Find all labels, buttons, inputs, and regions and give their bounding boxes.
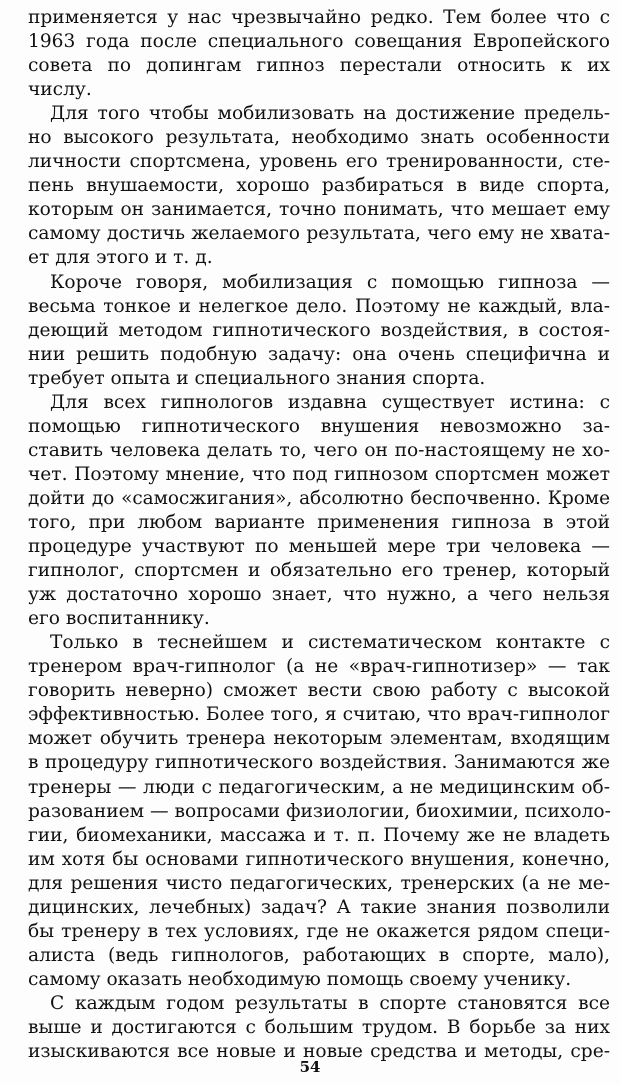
text-line: выше и достигаются с большим трудом. В борьбе за них (28, 1016, 610, 1038)
text-line: дицинских, лечебных) задач? А такие знания позволили (28, 896, 610, 918)
text-line: его воспитаннику. (28, 608, 210, 630)
text-line: пень внушаемости, хорошо разбираться в виде спорта, (28, 175, 610, 197)
text-line: разованием — вопросами физиологии, биохимии, психоло- (28, 800, 611, 822)
text-line: 1963 года после специального совещания Европейского (28, 31, 610, 53)
paragraph-5 (28, 631, 610, 992)
text-line: требует опыта и специального знания спорта. (28, 367, 486, 389)
text-line: тренером врач-гипнолог (а не «врач-гипнотизер» — так (28, 656, 610, 678)
text-line: может обучить тренера некоторым элементам, входящим (28, 728, 610, 750)
text-line: говорить неверно) сможет вести свою работу с высокой (28, 680, 610, 702)
text-line: личности спортсмена, уровень его тренированности, сте- (28, 151, 610, 173)
text-line: процедуре участвуют по меньшей мере три человека — (28, 536, 610, 558)
text-line: гипнолог, спортсмен и обязательно его тренер, который (28, 560, 610, 582)
text-line: применяется у нас чрезвычайно редко. Тем более что с (28, 7, 610, 28)
text-line: С каждым годом результаты в спорте становятся все (50, 992, 610, 1014)
text-line: для решения чисто педагогических, тренерских (а не ме- (28, 872, 610, 894)
paragraph-3 (28, 271, 610, 391)
text-line: алиста (ведь гипнологов, работающих в спорте, мало), (28, 944, 610, 966)
text-line: ставить человека делать то, чего он по-настоящему не хо- (28, 439, 610, 461)
text-line: дойти до «самосжигания», абсолютно беспочвенно. Кроме (28, 487, 610, 509)
text-line: которым он занимается, точно понимать, что мешает ему (28, 199, 610, 221)
text-line: бы тренеру в тех условиях, где не окажется рядом специ- (28, 920, 610, 942)
text-line: тренеры — люди с педагогическим, а не медицинским об- (28, 776, 610, 798)
paragraph-1 (28, 6, 610, 102)
text-line: уж достаточно хорошо знает, что нужно, а чего нельзя (28, 584, 610, 606)
page-number: 54 (299, 1058, 321, 1076)
text-line: того, при любом варианте применения гипноза в этой (28, 511, 610, 533)
text-line: Короче говоря, мобилизация с помощью гипноза — (50, 271, 610, 293)
text-line: Только в теснейшем и систематическом контакте с (50, 632, 610, 654)
paragraph-2 (28, 102, 610, 270)
text-line: но высокого результата, необходимо знать особенности (28, 127, 610, 149)
text-line: весьма тонкое и нелегкое дело. Поэтому не каждый, вла- (28, 295, 610, 317)
text-line: Для того чтобы мобилизовать на достижение предель- (50, 103, 610, 125)
paragraph-6 (28, 992, 610, 1064)
text-line: им хотя бы основами гипнотического внушения, конечно, (28, 848, 610, 870)
text-line: нии решить подобную задачу: она очень специфична и (28, 343, 610, 365)
text-line: изыскиваются все новые и новые средства и методы, сре- (28, 1041, 610, 1063)
text-line: Для всех гипнологов издавна существует истина: с (50, 391, 610, 413)
text-line: гии, биомеханики, массажа и т. п. Почему же не владеть (28, 824, 610, 846)
text-line: самому оказать необходимую помощь своему ученику. (28, 968, 572, 990)
paragraph-4 (28, 391, 610, 631)
text-line: деющий методом гипнотического воздействия, в состоя- (28, 319, 610, 341)
body-text (28, 6, 610, 1064)
text-line: эффективностью. Более того, я считаю, что врач-гипнолог (28, 704, 610, 726)
text-line: ет для этого и т. д. (28, 247, 213, 269)
text-line: помощью гипнотического внушения невозможно за- (28, 415, 610, 437)
text-line: числу. (28, 79, 92, 101)
text-line: в процедуру гипнотического воздействия. Занимаются же (28, 752, 610, 774)
text-line: чет. Поэтому мнение, что под гипнозом спортсмен может (28, 463, 610, 485)
text-line: самому достичь желаемого результата, чего ему не хвата- (28, 223, 610, 245)
text-line: совета по допингам гипноз перестали относить к их (28, 55, 610, 77)
